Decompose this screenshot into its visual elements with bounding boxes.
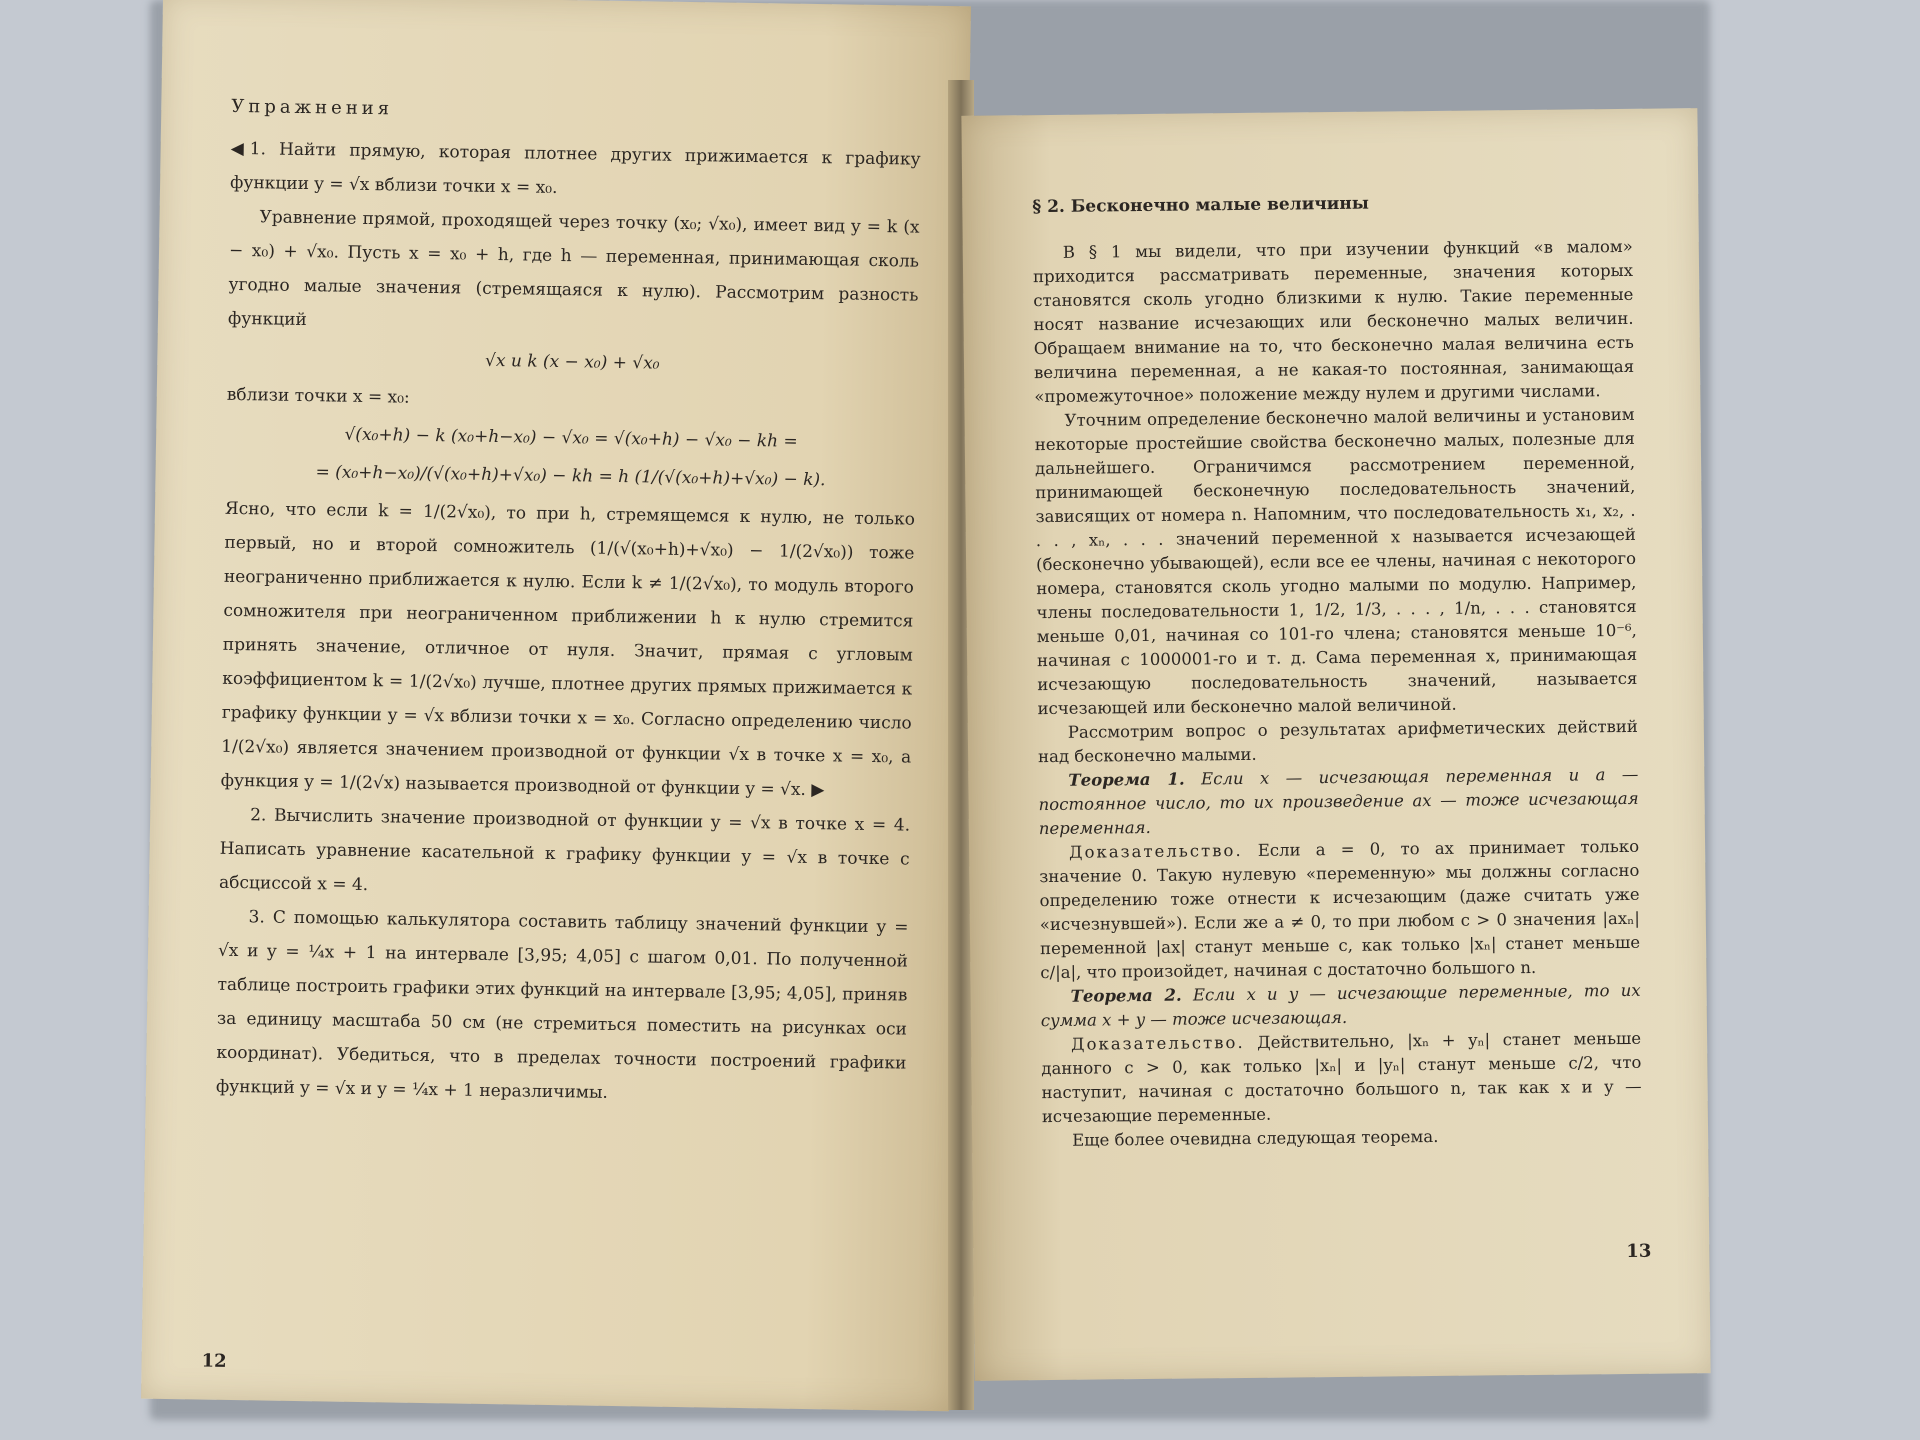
paragraph-last: Еще более очевидна следующая теорема. [1072, 1126, 1439, 1150]
left-page [141, 0, 971, 1411]
proof-2 [1041, 1027, 1642, 1129]
proof-2-text: Действительно, |xₙ + yₙ| станет меньше данного c > 0, как только |xₙ| и |yₙ| станут меньше c/2, что наступит, начиная с достаточно большого n, так как x и y — исчезающие переменные. [1041, 1028, 1642, 1127]
proof-1-text: Если a = 0, то ax принимает только значение 0. Такую нулевую «переменную» мы должны согласно определению тоже отнести к исчезающим (даже считать уже «исчезнувшей»). Если же a ≠ 0, то при любом c > 0 значения |axₙ| переменной |ax| станут меньше c, как только |xₙ| станет меньше c/|a|, что произойдет, начиная с достаточно большого n. [1039, 836, 1641, 983]
section-title: § 2. Бесконечно малые величины [1032, 193, 1369, 218]
near-point-text: вблизи точки x = x₀: [226, 384, 410, 408]
proof-1-label: Доказательство. [1069, 840, 1243, 862]
conclusion-paragraph [220, 492, 915, 809]
exercise-end-marker: ▶ [811, 780, 825, 801]
proof-2-label: Доказательство. [1071, 1032, 1245, 1054]
formula-line-2: = (x₀+h−x₀)/(√(x₀+h)+√x₀) − kh = h (1/(√(x₀+h)+√x₀) − k). [315, 462, 826, 491]
exercise-start-marker: ◀ [230, 138, 244, 160]
exercise-2: 2. Вычислить значение производной от функции y = √x в точке x = 4. Написать уравнение касательной к графику функции y = √x в точке с абсциссой x = 4. [218, 805, 911, 896]
exercise-1-solution: Уравнение прямой, проходящей через точку (x₀; √x₀), имеет вид y = k (x − x₀) + √x₀. Пусть x = x₀ + h, где h — переменная, принимающая сколь угодно малые значения (стремящаяся к нулю). Рассмотрим разность функций [227, 207, 920, 331]
paragraph-3: Рассмотрим вопрос о результатах арифметических действий над бесконечно малыми. [1038, 716, 1638, 767]
exercise-3: 3. С помощью калькулятора составить таблицу значений функции y = √x и y = ¼x + 1 на интервале [3,95; 4,05] с шагом 0,01. По полученной таблице построить графики этих функций на интервале [3,95; 4,05], приняв за единицу масштаба 50 см (не стремиться поместить на рисунках оси координат). Убедиться, что в пределах точности построений графики функций y = √x и y = ¼x + 1 неразличимы. [215, 907, 909, 1103]
theorem-1-text: Если x — исчезающая переменная и a — постоянное число, то их произведение ax — тоже исчезающая переменная. [1038, 764, 1639, 839]
theorem-1 [1038, 763, 1639, 841]
formula-line-1: √(x₀+h) − k (x₀+h−x₀) − √x₀ = √(x₀+h) − √x₀ − kh = [344, 424, 798, 452]
page-number-left: 12 [201, 1350, 227, 1372]
right-page-content [1032, 189, 1642, 1153]
theorem-2 [1041, 979, 1641, 1033]
exercise-1 [230, 132, 921, 211]
theorem-2-label: Теорема 2. [1070, 985, 1182, 1006]
exercise-1-text: 1. Найти прямую, которая плотнее других прижимается к графику функции y = √x вблизи точки x = x₀. [229, 139, 921, 198]
formula-function-pair: √x и k (x − x₀) + √x₀ [484, 350, 660, 374]
proof-1 [1039, 835, 1640, 985]
exercises-heading: Упражнения [231, 95, 394, 120]
paragraph-1: В § 1 мы видели, что при изучении функций «в малом» приходится рассматривать переменные, значения которых становятся сколь угодно близкими к нулю. Такие переменные носят название исчезающих или бесконечно малых величин. Обращаем внимание на то, что бесконечно малая величина есть величина переменная, а не какая-то постоянная, занимающая «промежуточное» положение между нулем и другими числами. [1032, 236, 1635, 407]
left-page-content [216, 90, 922, 1115]
theorem-1-label: Теорема 1. [1068, 769, 1185, 790]
conclusion-text: Ясно, что если k = 1/(2√x₀), то при h, стремящемся к нулю, не только первый, но и второй сомножитель (1/(√(x₀+h)+√x₀) − 1/(2√x₀)) тоже неограниченно приближается к нулю. Если k ≠ 1/(2√x₀), то модуль второго сомножителя при неограниченном приближении h к нулю стремится принять значение, отличное от нуля. Значит, прямая с угловым коэффициентом k = 1/(2√x₀) лучше, плотнее других прямых прижимается к графику функции y = √x вблизи точки x = x₀. Согласно определению число 1/(2√x₀) является значением производной от функции √x в точке x = x₀, а функция y = 1/(2√x) называется производной от функции y = √x. [220, 498, 916, 800]
page-number-right: 13 [1626, 1240, 1652, 1262]
right-page [961, 108, 1710, 1381]
theorem-2-text: Если x и y — исчезающие переменные, то их сумма x + y — тоже исчезающая. [1040, 980, 1641, 1031]
paragraph-2: Уточним определение бесконечно малой величины и установим некоторые простейшие свойства бесконечно малых, полезные для дальнейшего. Ограничимся рассмотрением переменной, принимающей бесконечную последовательность значений, зависящих от номера n. Напомним, что последовательность x₁, x₂, . . . , xₙ, . . . значений переменной x называется исчезающей (бесконечно убывающей), если все ее члены, начиная с некоторого номера, становятся сколь угодно малыми по модулю. Например, члены последовательности 1, 1/2, 1/3, . . . , 1/n, . . . становятся меньше 0,01, начиная со 101-го члена; становятся меньше 10⁻⁶, начиная с 1000001-го и т. д. Сама переменная x, принимающая исчезающую последовательность значений, называется исчезающей или бесконечно малой величиной. [1034, 404, 1638, 719]
